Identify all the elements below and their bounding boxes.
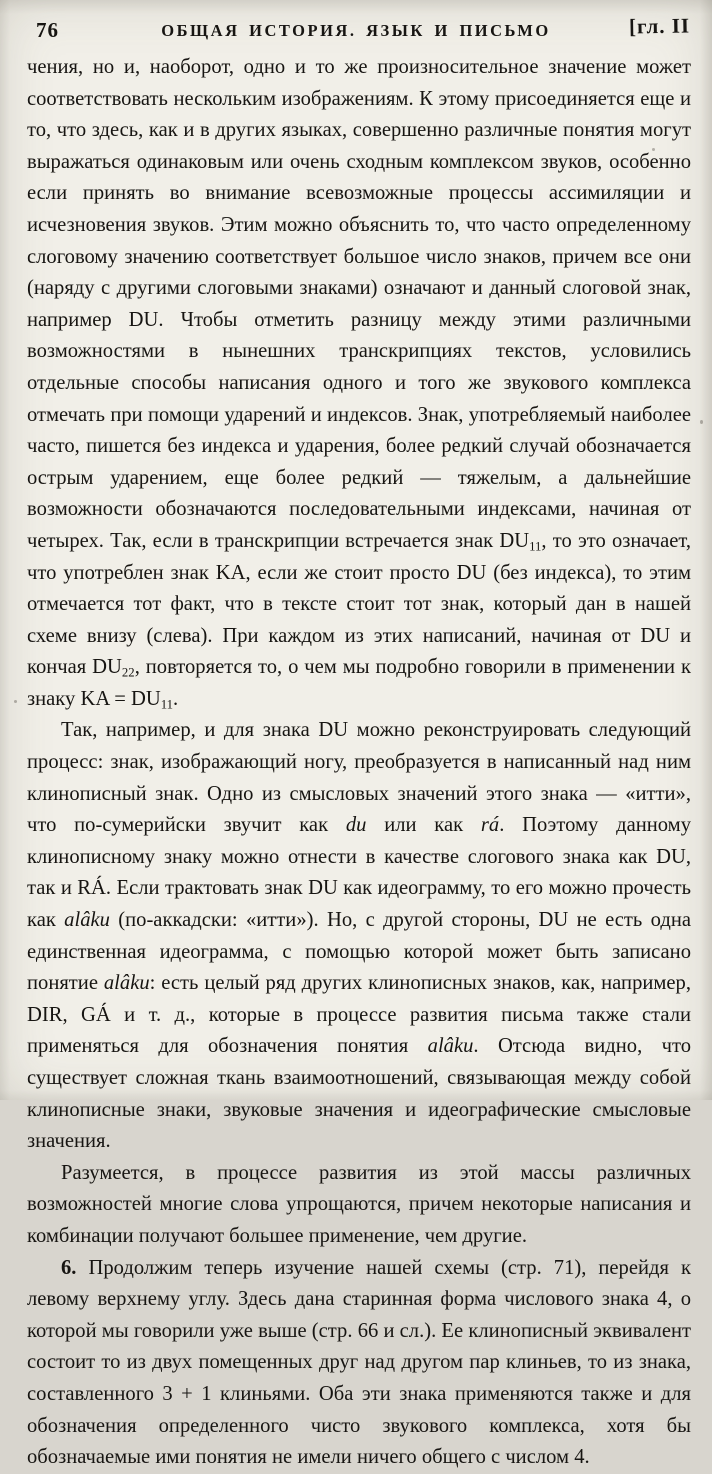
paragraph: 6. Продолжим теперь изучение нашей схемы (стр. 71), перейдя к левому верхнему углу. Здесь дана старинная форма числового знака 4, о которой мы говорили уже выше (стр. 66 и сл.). Ее клинописный эквивалент состоит то из двух помещенных друг над другом пар клиньев, то из знака, составленного 3 + 1 клиньями. Оба эти знака применяются также и для обозначения определенного чисто звукового комплекса, хотя бы обозначаемые ими понятия не имели ничего общего с числом 4.: [27, 1256, 691, 1469]
body-paragraphs: [27, 52, 692, 1469]
paragraph: Разумеется, в процессе развития из этой массы различных возможностей многие слова упрощаются, причем некоторые написания и комбинации получают большее применение, чем другие.: [27, 1161, 691, 1247]
paragraph: чения, но и, наоборот, одно и то же произносительное значение может соответствовать нескольким изображениям. К этому присоединяется еще и то, что здесь, как и в других языках, совершенно различные понятия могут выражаться одинаковым или очень сходным комплексом звуков, особенно если принять во внимание всевозможные процессы ассимиляции и исчезновения звуков. Этим можно объяснить то, что часто определенному слоговому значению соответствует большое число знаков, причем все они (наряду с другими слоговыми знаками) означают и данный слоговой знак, например DU. Чтобы отметить разницу между этими различными возможностями в нынешних транскрипциях текстов, условились отдельные способы написания одного и того же звукового комплекса отмечать при помощи ударений и индексов. Знак, употребляемый наиболее часто, пишется без индекса и ударения, более редкий случай обозначается острым ударением, еще более редкий — тяжелым, а дальнейшие возможности обозначаются последовательными индексами, начиная от четырех. Так, если в транскрипции встречается знак $DU_{11}$, то это означает, что употреблен знак KA, если же стоит просто DU (без индекса), то этим отмечается тот факт, что в тексте стоит тот знак, который дан в нашей схеме внизу (слева). При каждом из этих написаний, начиная от DU и кончая $DU_{22}$, повторяется то, о чем мы подробно говорили в применении к знаку KA = $DU_{11}$.: [27, 56, 691, 712]
scan-speckle: [14, 700, 17, 703]
running-title: ОБЩАЯ ИСТОРИЯ. ЯЗЫК И ПИСЬМО: [161, 21, 551, 40]
scan-speckle: [700, 420, 703, 424]
scan-speckle: [670, 1078, 674, 1081]
page-number: 76: [36, 18, 59, 42]
scan-speckle: [652, 148, 655, 151]
chapter-reference: [гл. II: [628, 13, 691, 39]
running-head: [0, 14, 712, 48]
paragraph: Так, например, и для знака DU можно реконструировать следующий процесс: знак, изображающий ногу, преобразуется в написанный над ним клинописный знак. Одно из смысловых значений этого знака — «итти», что по-сумерийски звучит как du или как rá. Поэтому данному клинописному знаку можно отнести в качестве слогового знака как DU, так и RÁ. Если трактовать знак DU как идеограмму, то его можно прочесть как alâku (по-аккадски: «итти»). Но, с другой стороны, DU не есть одна единственная идеограмма, с помощью которой может быть записано понятие alâku: есть целый ряд других клинописных знаков, как, например, DIR, GÁ и т. д., которые в процессе развития письма также стали применяться для обозначения понятия alâku. Отсюда видно, что существует сложная ткань взаимоотношений, связывающая между собой клинописные знаки, звуковые значения и идеографические смысловые значения.: [27, 719, 692, 1153]
